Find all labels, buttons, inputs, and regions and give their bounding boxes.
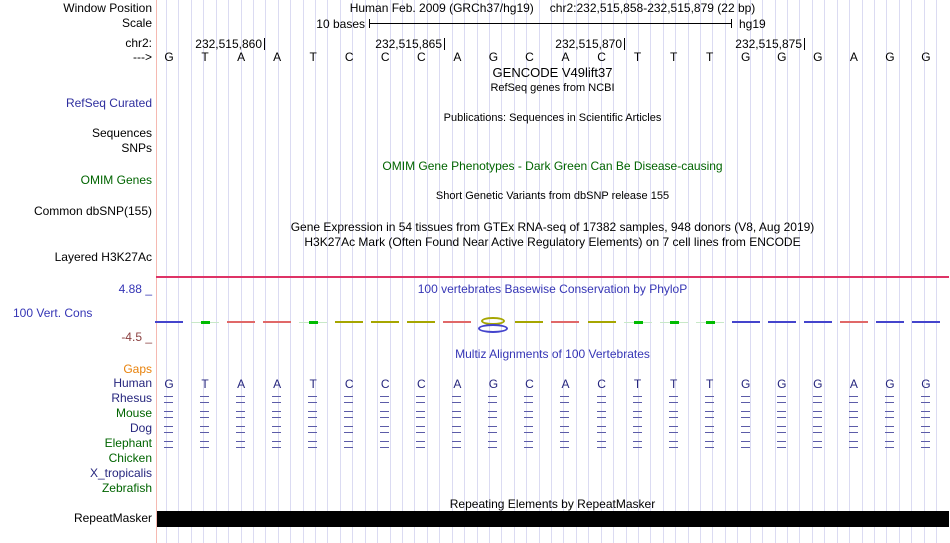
conservation-min-value: -4.5 _ — [121, 330, 152, 344]
ruler-base-letter: A — [453, 50, 462, 64]
alignment-match — [452, 411, 461, 418]
conservation-dash — [876, 321, 904, 323]
chrom-position: chr2:232,515,858-232,515,879 (22 bp) — [549, 1, 756, 15]
species-label-human[interactable]: Human — [113, 376, 152, 390]
human-base-letter: T — [309, 377, 317, 391]
conservation-dash — [840, 321, 868, 323]
coordinate-label: 232,515,870 — [555, 37, 622, 51]
alignment-match — [452, 426, 461, 433]
conservation-dash — [768, 321, 796, 323]
alignment-match — [236, 441, 245, 448]
alignment-match — [597, 426, 606, 433]
alignment-match — [272, 441, 281, 448]
conservation-dash — [155, 321, 183, 323]
alignment-match — [344, 411, 353, 418]
human-base-letter: G — [921, 377, 931, 391]
species-label-rhesus[interactable]: Rhesus — [111, 391, 152, 405]
alignment-match — [633, 411, 642, 418]
alignment-match — [380, 396, 389, 403]
alignment-match — [597, 396, 606, 403]
human-base-letter: G — [885, 377, 895, 391]
species-label-mouse[interactable]: Mouse — [115, 406, 152, 420]
alignment-match — [921, 441, 930, 448]
conservation-dash — [407, 321, 435, 323]
alignment-match — [524, 411, 533, 418]
ruler-base-letter: C — [525, 50, 534, 64]
ruler-base-letter: G — [885, 50, 895, 64]
track-label-common-dbsnp[interactable]: Common dbSNP(155) — [33, 204, 152, 218]
track-title-multiz[interactable]: Multiz Alignments of 100 Vertebrates — [455, 347, 650, 361]
conservation-clip-glyph-bottom — [478, 324, 508, 333]
alignment-match — [344, 441, 353, 448]
alignment-match — [705, 411, 714, 418]
alignment-match — [597, 411, 606, 418]
conservation-dash — [263, 321, 291, 323]
ruler-base-letter: G — [921, 50, 931, 64]
chrom-label: chr2: — [125, 36, 152, 50]
alignment-match — [813, 441, 822, 448]
conservation-dash — [201, 321, 210, 324]
ruler-base-letter: G — [777, 50, 787, 64]
alignment-match — [164, 441, 173, 448]
track-title-publications[interactable]: Publications: Sequences in Scientific Articles — [443, 112, 662, 124]
human-base-letter: C — [597, 377, 606, 391]
track-title-phylop[interactable]: 100 vertebrates Basewise Conservation by PhyloP — [417, 282, 688, 296]
strand-direction-label: ---> — [133, 50, 152, 64]
ruler-base-letter: G — [488, 50, 499, 64]
alignment-match — [777, 441, 786, 448]
alignment-match — [885, 426, 894, 433]
human-base-letter: C — [525, 377, 534, 391]
alignment-match — [669, 396, 678, 403]
ruler-base-letter: T — [669, 50, 678, 64]
alignment-match — [741, 411, 750, 418]
track-label-layered-h3k27ac[interactable]: Layered H3K27Ac — [54, 250, 152, 264]
alignment-match — [524, 441, 533, 448]
ruler-base-letter: C — [344, 50, 354, 64]
species-label-chicken[interactable]: Chicken — [108, 451, 152, 465]
species-label-dog[interactable]: Dog — [129, 421, 152, 435]
ruler-base-letter: T — [201, 50, 209, 64]
human-base-letter: A — [453, 377, 462, 391]
alignment-match — [813, 411, 822, 418]
alignment-match — [560, 396, 569, 403]
ruler-base-letter: A — [561, 50, 570, 64]
human-base-letter: A — [561, 377, 570, 391]
alignment-match — [669, 441, 678, 448]
alignment-match — [200, 396, 209, 403]
human-base-letter: A — [237, 377, 246, 391]
ruler-base-letter: A — [849, 50, 858, 64]
coordinate-tick — [804, 38, 805, 50]
human-base-letter: G — [777, 377, 787, 391]
track-title-omim[interactable]: OMIM Gene Phenotypes - Dark Green Can Be Disease-causing — [382, 159, 723, 173]
alignment-match — [236, 411, 245, 418]
ruler-base-letter: G — [164, 50, 174, 64]
conservation-dash — [912, 321, 940, 323]
conservation-dash — [634, 321, 643, 324]
coordinate-tick — [264, 38, 265, 50]
alignment-match — [272, 411, 281, 418]
alignment-match — [669, 426, 678, 433]
ruler-base-letter: T — [309, 50, 317, 64]
alignment-match — [741, 426, 750, 433]
alignment-match — [236, 396, 245, 403]
alignment-match — [308, 441, 317, 448]
alignment-match — [921, 411, 930, 418]
track-label-100-vert-cons[interactable]: 100 Vert. Cons — [13, 306, 93, 320]
ruler-base-letter: G — [741, 50, 751, 64]
alignment-match — [777, 411, 786, 418]
alignment-match — [560, 411, 569, 418]
ruler-base-letter: C — [416, 50, 426, 64]
track-title-dbsnp[interactable]: Short Genetic Variants from dbSNP release 155 — [435, 190, 670, 202]
human-base-letter: T — [706, 377, 714, 391]
alignment-match — [921, 396, 930, 403]
track-divider-line — [156, 276, 949, 278]
alignment-match — [524, 426, 533, 433]
track-title-repeatmasker[interactable]: Repeating Elements by RepeatMasker — [449, 497, 656, 511]
alignment-match — [488, 441, 497, 448]
coordinate-tick — [624, 38, 625, 50]
track-title-gtex[interactable]: Gene Expression in 54 tissues from GTEx RNA-seq of 17382 samples, 948 donors (V8, Aug 2019) — [290, 220, 815, 234]
alignment-match — [452, 396, 461, 403]
coordinate-label: 232,515,875 — [735, 37, 802, 51]
alignment-match — [885, 396, 894, 403]
position-title — [156, 2, 949, 15]
alignment-match — [200, 441, 209, 448]
human-base-letter: G — [164, 377, 174, 391]
conservation-dash — [227, 321, 255, 323]
ruler-base-letter: T — [706, 50, 714, 64]
alignment-match — [777, 426, 786, 433]
scale-label: Scale — [121, 16, 152, 30]
human-base-letter: G — [488, 377, 499, 391]
conservation-dash — [732, 321, 760, 323]
alignment-match — [813, 396, 822, 403]
ruler-base-letter: G — [813, 50, 823, 64]
human-base-letter: A — [849, 377, 858, 391]
human-base-letter: G — [741, 377, 751, 391]
alignment-match — [164, 396, 173, 403]
track-label-sequences[interactable]: Sequences — [91, 126, 152, 140]
ruler-base-letter: C — [597, 50, 606, 64]
human-base-letter: T — [201, 377, 209, 391]
alignment-match — [921, 426, 930, 433]
alignment-match — [200, 426, 209, 433]
track-label-gaps[interactable]: Gaps — [123, 362, 152, 376]
alignment-match — [380, 411, 389, 418]
alignment-match — [741, 396, 750, 403]
human-base-letter: C — [380, 377, 390, 391]
alignment-match — [344, 426, 353, 433]
conservation-dash — [443, 321, 471, 323]
track-label-repeatmasker[interactable]: RepeatMasker — [73, 511, 152, 525]
conservation-dash — [309, 321, 318, 324]
alignment-match — [885, 411, 894, 418]
ruler-base-letter: A — [237, 50, 246, 64]
alignment-match — [849, 441, 858, 448]
human-base-letter: G — [813, 377, 823, 391]
conservation-dash — [551, 321, 579, 323]
alignment-match — [416, 426, 425, 433]
track-title-refseq[interactable]: RefSeq genes from NCBI — [490, 82, 615, 94]
conservation-dash — [804, 321, 832, 323]
scale-bar — [369, 23, 731, 24]
alignment-match — [488, 411, 497, 418]
alignment-match — [633, 396, 642, 403]
alignment-match — [633, 426, 642, 433]
repeat-element-bar[interactable] — [157, 511, 949, 527]
alignment-match — [416, 441, 425, 448]
alignment-match — [849, 411, 858, 418]
ruler-base-letter: A — [273, 50, 282, 64]
track-label-snps[interactable]: SNPs — [121, 141, 152, 155]
human-base-letter: A — [273, 377, 282, 391]
alignment-match — [380, 441, 389, 448]
alignment-match — [560, 441, 569, 448]
alignment-match — [272, 426, 281, 433]
coordinate-label: 232,515,860 — [195, 37, 262, 51]
alignment-match — [705, 396, 714, 403]
alignment-match — [344, 396, 353, 403]
alignment-match — [452, 441, 461, 448]
conservation-dash — [335, 321, 363, 323]
alignment-match — [524, 396, 533, 403]
alignment-match — [380, 426, 389, 433]
alignment-match — [164, 411, 173, 418]
alignment-match — [669, 411, 678, 418]
conservation-dash — [371, 321, 399, 323]
alignment-match — [777, 396, 786, 403]
alignment-match — [416, 396, 425, 403]
alignment-match — [308, 396, 317, 403]
species-label-x_tropicalis[interactable]: X_tropicalis — [89, 466, 152, 480]
track-label-refseq-curated[interactable]: RefSeq Curated — [65, 96, 152, 110]
human-base-letter: C — [416, 377, 426, 391]
alignment-match — [849, 396, 858, 403]
track-title-h3k27ac[interactable]: H3K27Ac Mark (Often Found Near Active Regulatory Elements) on 7 cell lines from ENCODE — [304, 235, 801, 249]
conservation-dash — [515, 321, 543, 323]
conservation-dash — [706, 321, 715, 324]
species-label-elephant[interactable]: Elephant — [104, 436, 152, 450]
alignment-match — [560, 426, 569, 433]
alignment-match — [597, 441, 606, 448]
alignment-match — [885, 441, 894, 448]
alignment-match — [488, 396, 497, 403]
alignment-match — [813, 426, 822, 433]
alignment-match — [236, 426, 245, 433]
coordinate-tick — [444, 38, 445, 50]
ruler-base-letter: C — [380, 50, 390, 64]
species-label-zebrafish[interactable]: Zebrafish — [101, 481, 152, 495]
assembly-title: Human Feb. 2009 (GRCh37/hg19) — [349, 1, 534, 15]
conservation-dash — [588, 321, 616, 323]
ruler-base-letter: T — [633, 50, 642, 64]
coordinate-label: 232,515,865 — [375, 37, 442, 51]
human-base-letter: T — [633, 377, 642, 391]
alignment-match — [308, 426, 317, 433]
track-label-omim-genes[interactable]: OMIM Genes — [80, 173, 152, 187]
alignment-match — [164, 426, 173, 433]
assembly-short-label: hg19 — [739, 17, 766, 31]
human-base-letter: C — [344, 377, 354, 391]
conservation-max-value: 4.88 _ — [118, 282, 152, 296]
conservation-dash — [670, 321, 679, 324]
scale-bar-right-tick — [731, 19, 732, 28]
alignment-match — [705, 426, 714, 433]
alignment-match — [308, 411, 317, 418]
alignment-match — [488, 426, 497, 433]
track-title-gencode[interactable]: GENCODE V49lift37 — [492, 65, 613, 80]
alignment-match — [741, 441, 750, 448]
scale-value: 10 bases — [316, 17, 365, 31]
alignment-match — [705, 441, 714, 448]
alignment-match — [416, 411, 425, 418]
alignment-match — [849, 426, 858, 433]
human-base-letter: T — [669, 377, 678, 391]
window-position-label: Window Position — [63, 1, 152, 15]
scale-bar-left-tick — [369, 19, 370, 28]
alignment-match — [200, 411, 209, 418]
alignment-match — [633, 441, 642, 448]
alignment-match — [272, 396, 281, 403]
